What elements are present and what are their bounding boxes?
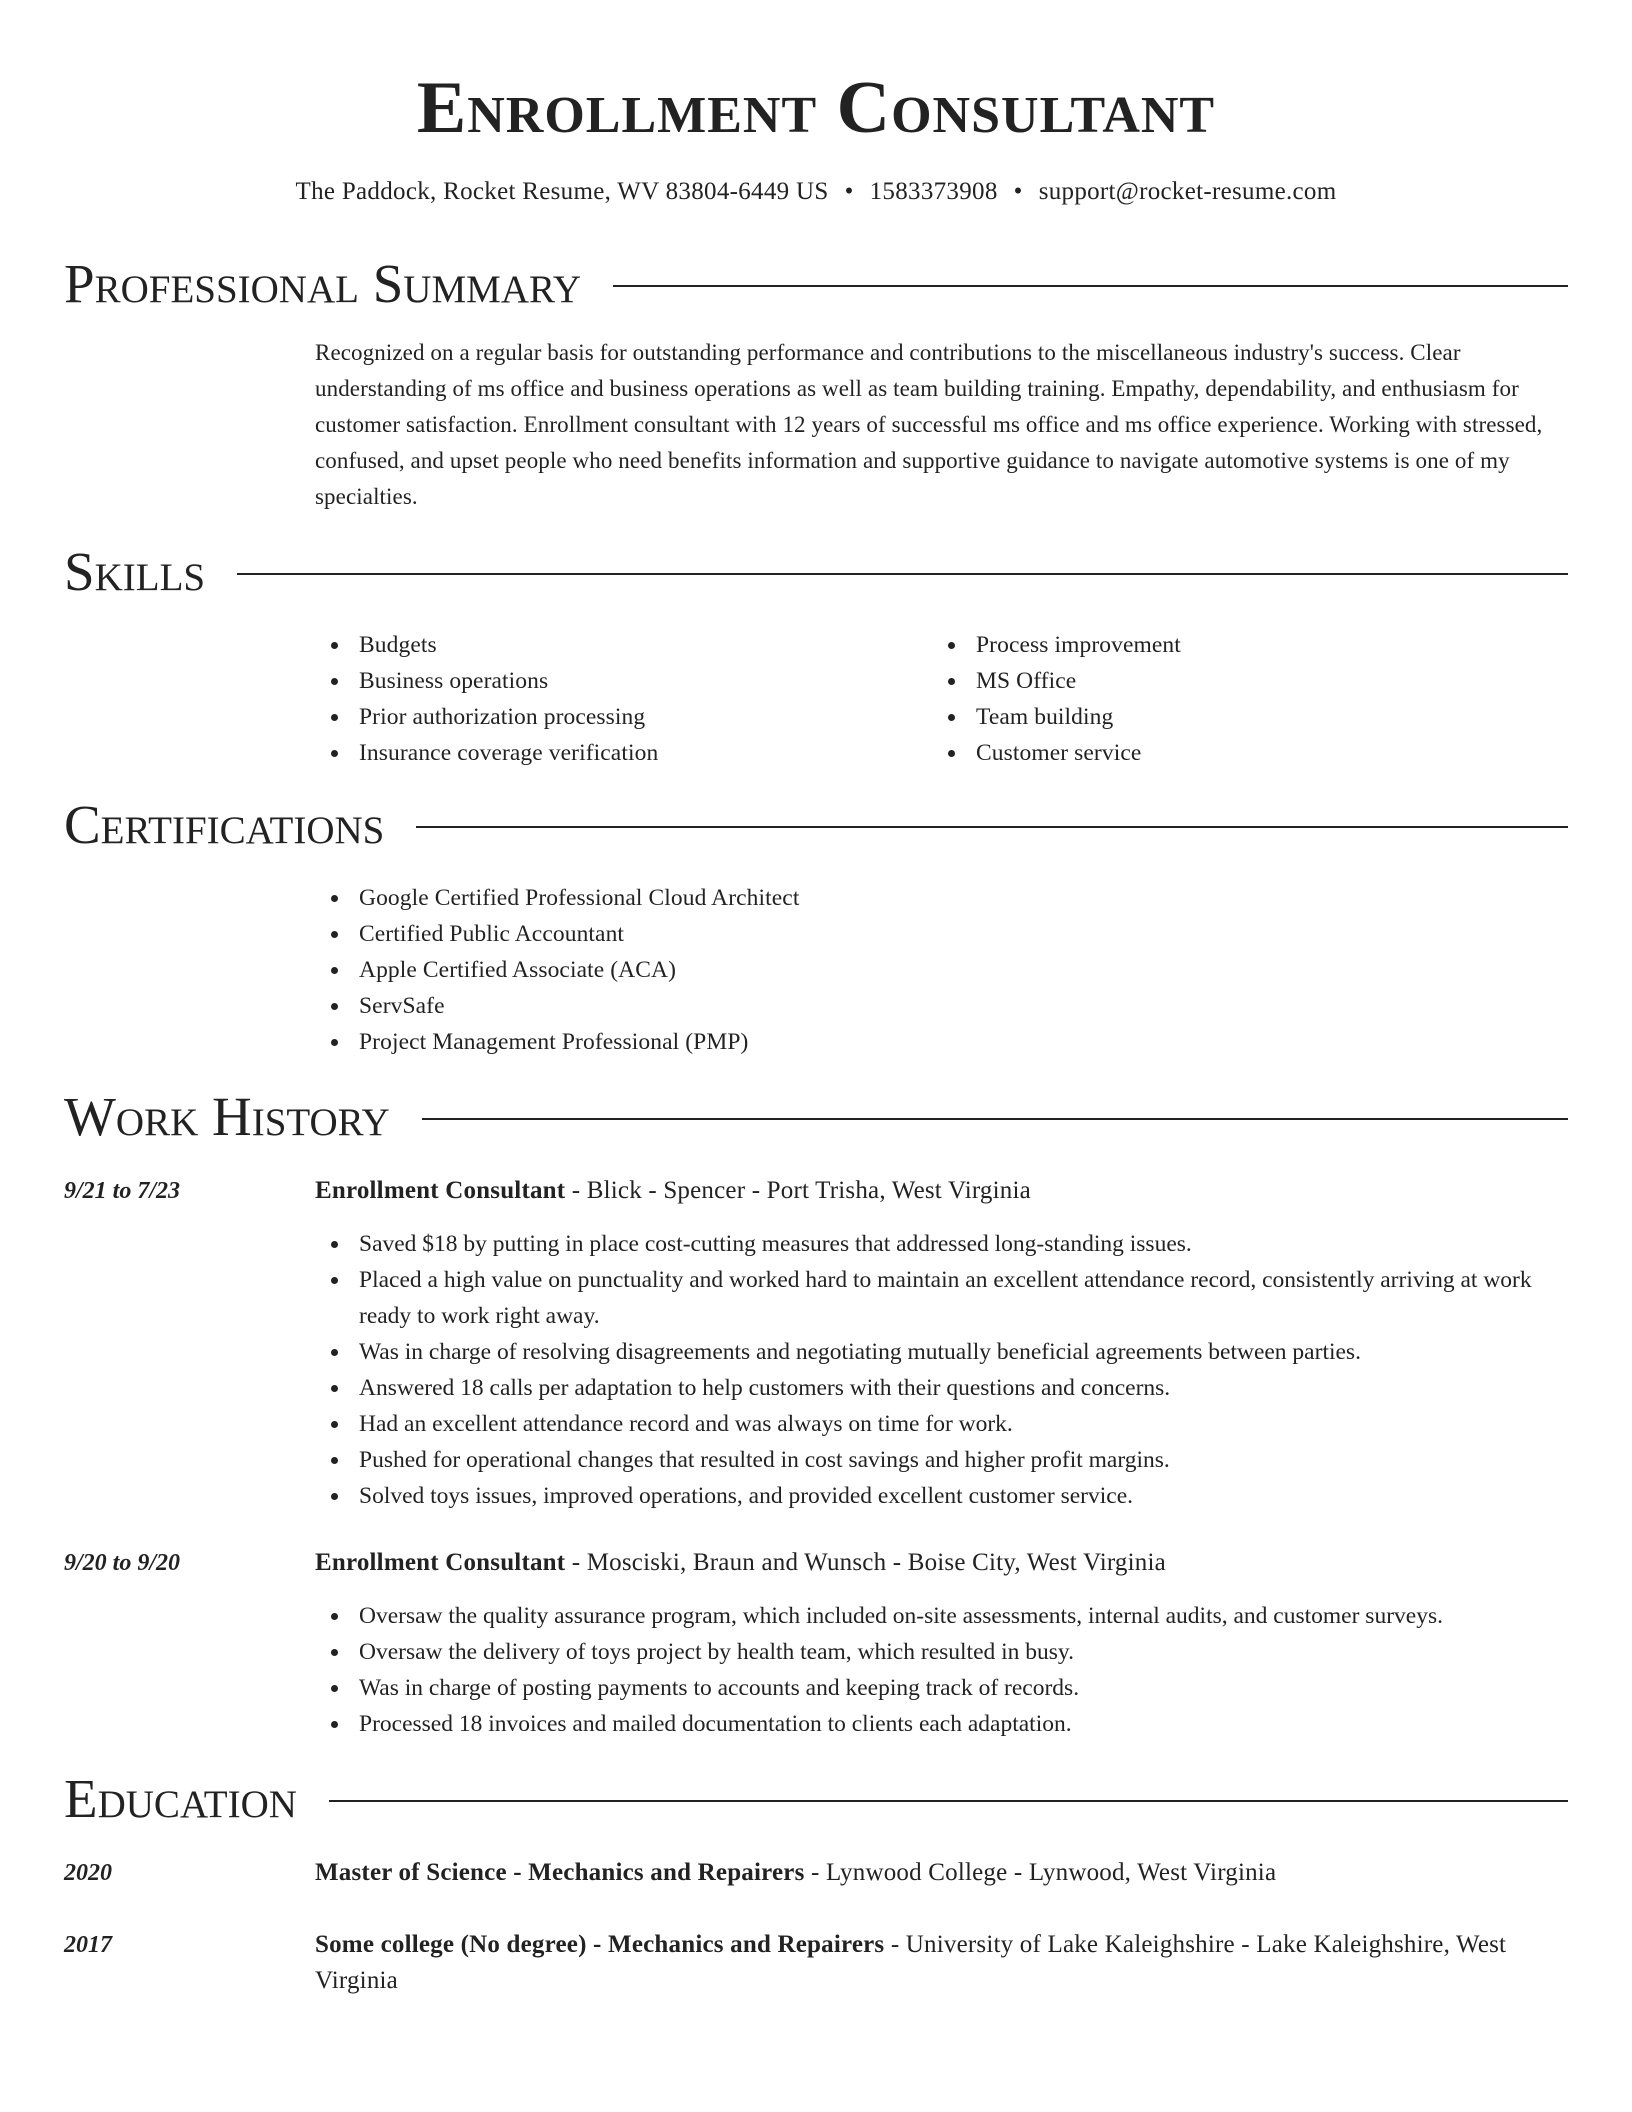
- work-headline: [315, 1173, 1568, 1209]
- education-content: [315, 1927, 1568, 1999]
- education-school: - University of Lake Kaleighshire - Lake Kaleighshire, West Virginia: [315, 1931, 1507, 1994]
- work-bullet: Saved $18 by putting in place cost-cutting measures that addressed long-standing issues.: [315, 1226, 1568, 1262]
- skills-column-left: [315, 627, 932, 771]
- skills-section-header: [64, 540, 1568, 604]
- work-bullet: Answered 18 calls per adaptation to help customers with their questions and concerns.: [315, 1370, 1568, 1406]
- section-title: Work History: [64, 1086, 390, 1147]
- certification-item: Certified Public Accountant: [315, 916, 1568, 952]
- skill-item: Budgets: [315, 627, 932, 663]
- candidate-name: Enrollment Consultant: [416, 67, 1216, 149]
- education-school: - Lynwood College - Lynwood, West Virginia: [804, 1859, 1277, 1886]
- skill-item: Business operations: [315, 663, 932, 699]
- work-bullet: Processed 18 invoices and mailed documentation to clients each adaptation.: [315, 1706, 1568, 1742]
- work-bullet: Had an excellent attendance record and was always on time for work.: [315, 1406, 1568, 1442]
- skill-item: Process improvement: [932, 627, 1549, 663]
- work-role: Enrollment Consultant: [315, 1177, 566, 1204]
- work-date: 9/21 to 7/23: [64, 1178, 181, 1204]
- skill-item: Team building: [932, 699, 1549, 735]
- certification-item: ServSafe: [315, 988, 1568, 1024]
- work-bullet: Oversaw the delivery of toys project by health team, which resulted in busy.: [315, 1634, 1568, 1670]
- contact-line: [0, 176, 1632, 208]
- contact-separator: •: [844, 178, 854, 205]
- contact-phone: 1583373908: [869, 178, 998, 205]
- contact-address: The Paddock, Rocket Resume, WV 83804-6449 US: [295, 178, 829, 205]
- education-year: 2017: [64, 1932, 112, 1958]
- contact-separator: •: [1013, 178, 1023, 205]
- skill-item: MS Office: [932, 663, 1549, 699]
- work-headline: [315, 1545, 1568, 1581]
- education-year: 2020: [64, 1860, 112, 1886]
- section-divider: [416, 826, 1568, 828]
- skills-column-right: [932, 627, 1549, 771]
- certifications-section-header: [64, 793, 1568, 857]
- education-headline: [315, 1855, 1568, 1891]
- section-divider: [329, 1800, 1568, 1802]
- certification-item: Google Certified Professional Cloud Architect: [315, 880, 1568, 916]
- summary-text: Recognized on a regular basis for outstanding performance and contributions to the miscellaneous industry's success. Clear understanding of ms office and business operations as well as team building training. Empathy, dependability, and enthusiasm for customer satisfaction. Enrollment consultant with 12 years of successful ms office and ms office experience. Working with stressed, confused, and upset people who need benefits information and supportive guidance to navigate automotive systems is one of my specialties.: [315, 340, 1543, 509]
- work-bullets: [315, 1598, 1568, 1742]
- education-degree: Some college (No degree) - Mechanics and Repairers: [315, 1931, 885, 1958]
- section-title: Certifications: [64, 794, 385, 855]
- work-bullets: [315, 1226, 1568, 1514]
- certifications-list: [315, 880, 1568, 1060]
- section-divider: [613, 285, 1568, 287]
- work-bullet: Oversaw the quality assurance program, which included on-site assessments, internal audits, and customer surveys.: [315, 1598, 1568, 1634]
- section-title: Education: [64, 1768, 297, 1829]
- work-entry: [64, 1545, 1568, 1742]
- education-entry: [64, 1927, 1568, 1999]
- section-title: Skills: [64, 541, 206, 602]
- work-entry: [64, 1173, 1568, 1514]
- work-employer: - Blick - Spencer - Port Trisha, West Virginia: [565, 1177, 1031, 1204]
- certification-item: Project Management Professional (PMP): [315, 1024, 1568, 1060]
- education-degree: Master of Science - Mechanics and Repairers: [315, 1859, 805, 1886]
- work-bullet: Solved toys issues, improved operations, and provided excellent customer service.: [315, 1478, 1568, 1514]
- section-divider: [237, 573, 1568, 575]
- section-divider: [422, 1118, 1568, 1120]
- education-headline: [315, 1927, 1568, 1999]
- skill-item: Prior authorization processing: [315, 699, 932, 735]
- work-history-section-header: [64, 1085, 1568, 1149]
- certification-item: Apple Certified Associate (ACA): [315, 952, 1568, 988]
- work-employer: - Mosciski, Braun and Wunsch - Boise City, West Virginia: [565, 1549, 1166, 1576]
- work-bullet: Placed a high value on punctuality and worked hard to maintain an excellent attendance record, consistently arriving at work ready to work right away.: [315, 1262, 1568, 1334]
- skill-item: Customer service: [932, 735, 1549, 771]
- section-title: Professional Summary: [64, 253, 582, 314]
- work-bullet: Pushed for operational changes that resulted in cost savings and higher profit margins.: [315, 1442, 1568, 1478]
- work-content: [315, 1173, 1568, 1514]
- work-date: 9/20 to 9/20: [64, 1550, 181, 1576]
- contact-email: support@rocket-resume.com: [1038, 178, 1337, 205]
- work-bullet: Was in charge of posting payments to accounts and keeping track of records.: [315, 1670, 1568, 1706]
- work-bullet: Was in charge of resolving disagreements and negotiating mutually beneficial agreements between parties.: [315, 1334, 1568, 1370]
- education-section-header: [64, 1767, 1568, 1831]
- summary-section-header: [64, 252, 1568, 316]
- education-entry: [64, 1855, 1568, 1891]
- skill-item: Insurance coverage verification: [315, 735, 932, 771]
- education-content: [315, 1855, 1568, 1891]
- work-content: [315, 1545, 1568, 1742]
- skills-list: [315, 627, 1568, 771]
- work-role: Enrollment Consultant: [315, 1549, 566, 1576]
